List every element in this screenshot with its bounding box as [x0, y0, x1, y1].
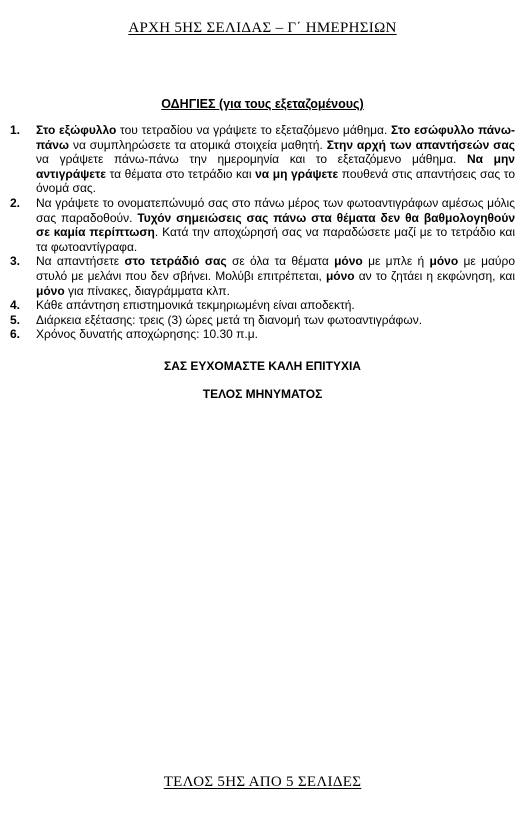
instruction-emphasis: μόνο: [36, 283, 65, 298]
instruction-number: 5.: [10, 312, 21, 327]
instruction-emphasis: μόνο: [325, 268, 355, 283]
instructions-title: ΟΔΗΓΙΕΣ (για τους εξεταζομένους): [161, 97, 364, 111]
instruction-emphasis: στο τετράδιό σας: [124, 254, 227, 269]
instruction-item: [10, 123, 515, 196]
instruction-segment: για πίνακες, διαγράμματα κλπ.: [64, 283, 230, 298]
instruction-number: 4.: [10, 298, 21, 313]
instruction-emphasis: Τυχόν σημειώσεις σας πάνω στα θέματα δεν θα βαθμολογηθούν σε καμία περίπτωση: [36, 210, 516, 240]
instruction-segment: του τετραδίου να γράψετε το εξεταζόμενο μάθημα.: [116, 123, 392, 137]
page-footer-text: ΤΕΛΟΣ 5ΗΣ ΑΠΟ 5 ΣΕΛΙΔΕΣ: [163, 774, 362, 790]
instruction-item: [10, 327, 515, 342]
instruction-emphasis: Να μην αντιγράψετε: [36, 152, 515, 181]
instruction-item: [10, 196, 515, 254]
instruction-number: 1.: [10, 123, 21, 137]
instruction-item: [10, 313, 515, 328]
instruction-emphasis: να μη γράψετε: [255, 166, 339, 181]
instruction-segment: Διάρκεια εξέτασης: τρεις (3) ώρες μετά τη διανομή των φωτοαντιγράφων.: [36, 312, 423, 327]
instruction-segment: . Κατά την αποχώρησή σας να παραδώσετε μαζί με το τετράδιο και τα φωτοαντίγραφα.: [36, 225, 515, 254]
instruction-emphasis: Στο εξώφυλλο: [36, 123, 117, 137]
instruction-emphasis: Στο εσώφυλλο πάνω-πάνω: [36, 123, 515, 152]
instruction-number: 6.: [10, 327, 21, 342]
instruction-segment: Κάθε απάντηση επιστημονικά τεκμηριωμένη είναι αποδεκτή.: [36, 298, 355, 313]
end-of-message: ΤΕΛΟΣ ΜΗΝΥΜΑΤΟΣ: [202, 387, 323, 401]
instruction-emphasis: μόνο: [334, 254, 363, 269]
instruction-number: 3.: [10, 254, 21, 269]
instruction-segment: αν το ζητάει η εκφώνηση, και: [354, 268, 516, 283]
instruction-item: [10, 254, 515, 298]
instruction-text: [36, 313, 515, 328]
instruction-item: [10, 298, 515, 313]
instruction-segment: πουθενά στις απαντήσεις σας το όνομά σας.: [36, 166, 515, 196]
instruction-text: [36, 254, 515, 298]
instruction-text: [36, 327, 515, 342]
instruction-segment: Να γράψετε το ονοματεπώνυμό σας στο πάνω μέρος των φωτοαντιγράφων αμέσως μόλις σας παραδοθούν.: [36, 195, 515, 225]
page-header: [0, 20, 525, 37]
instruction-text: [36, 298, 515, 313]
instruction-segment: με μπλε ή: [362, 254, 430, 269]
instructions-list: [10, 123, 515, 342]
instruction-emphasis: μόνο: [429, 254, 459, 269]
instruction-text: [36, 196, 515, 254]
instruction-segment: να συμπληρώσετε τα ατομικά στοιχεία μαθητή.: [69, 137, 327, 152]
instruction-segment: να γράψετε πάνω-πάνω την ημερομηνία και το εξεταζόμενο μάθημα.: [36, 152, 467, 167]
instruction-text: [36, 123, 515, 196]
instruction-number: 2.: [10, 195, 21, 210]
instruction-segment: Χρόνος δυνατής αποχώρησης: 10.30 π.μ.: [36, 327, 259, 342]
instruction-segment: τα θέματα στο τετράδιο και: [106, 166, 256, 181]
instruction-emphasis: Στην αρχή των απαντήσεών σας: [326, 137, 515, 152]
instruction-segment: Να απαντήσετε: [36, 254, 125, 269]
instruction-segment: με μαύρο στυλό με μελάνι που δεν σβήνει. Μολύβι επιτρέπεται,: [36, 254, 515, 283]
good-luck-message: ΣΑΣ ΕΥΧΟΜΑΣΤΕ ΚΑΛΗ ΕΠΙΤΥΧΙΑ: [164, 359, 361, 373]
page-footer: [0, 774, 525, 791]
instruction-segment: σε όλα τα θέματα: [226, 254, 335, 269]
page-header-text: ΑΡΧΗ 5ΗΣ ΣΕΛΙΔΑΣ – Γ΄ ΗΜΕΡΗΣΙΩΝ: [128, 20, 397, 36]
